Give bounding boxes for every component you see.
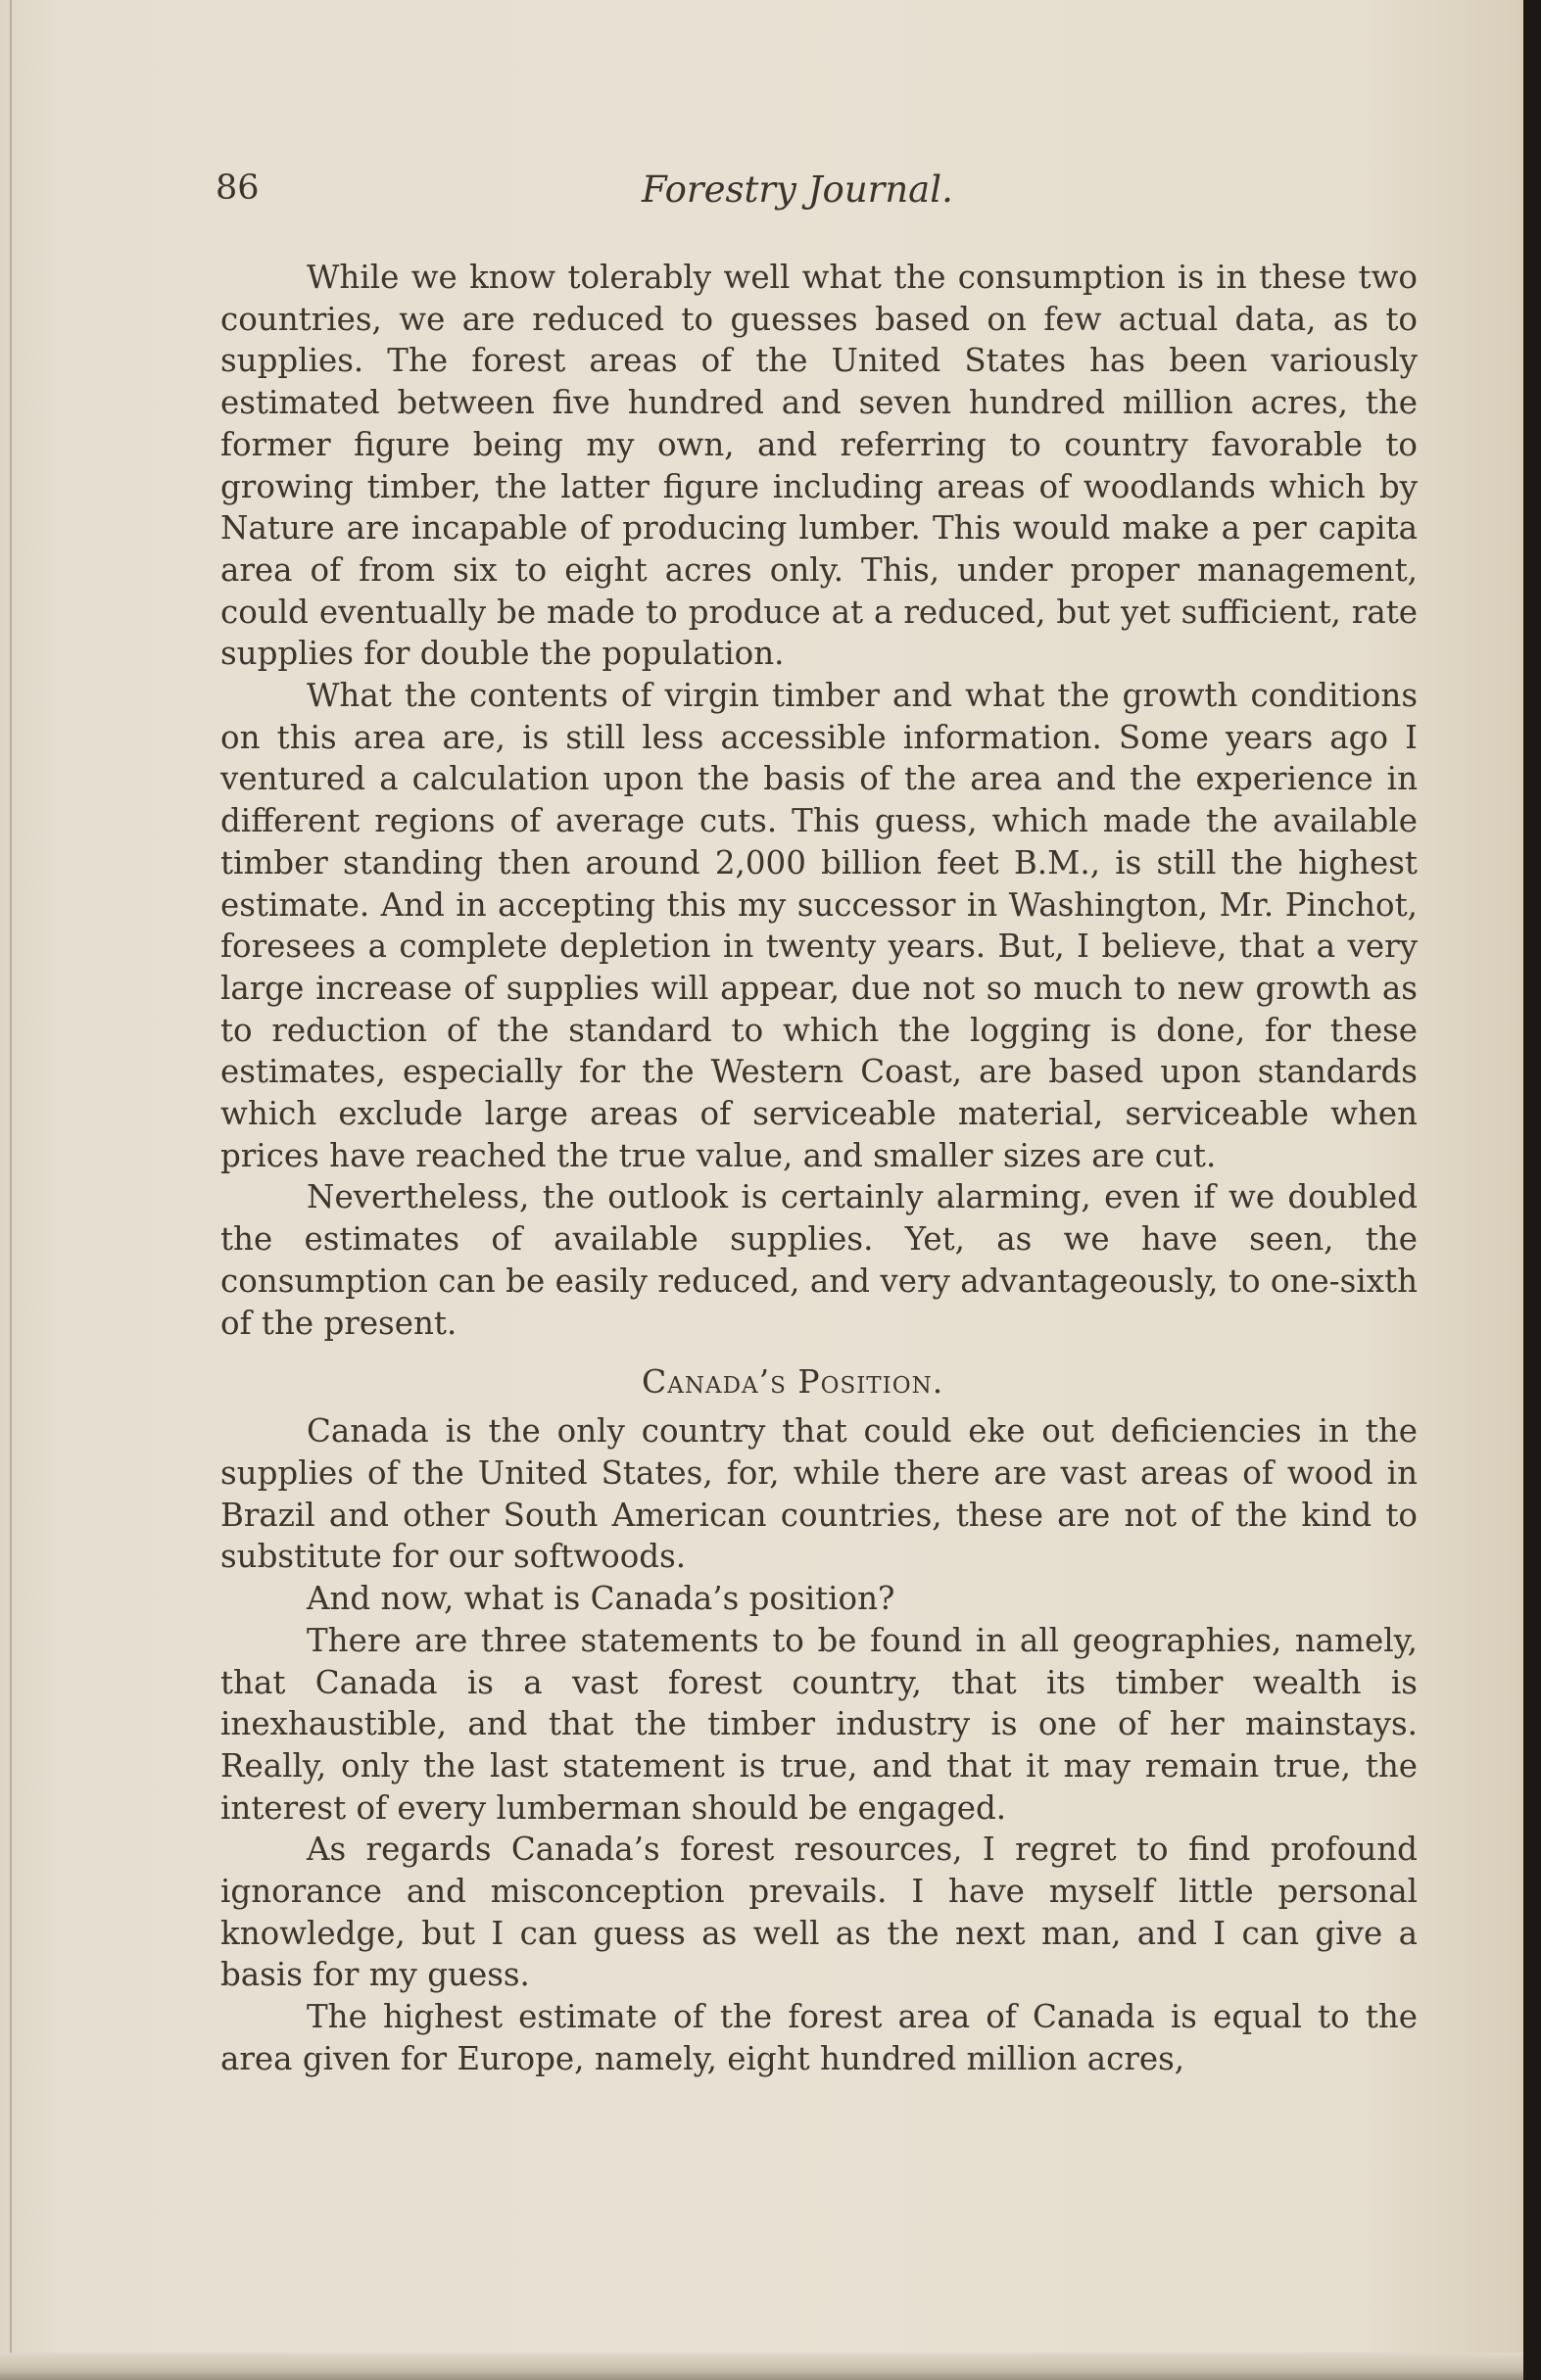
paragraph-virgin-timber: What the contents of virgin timber and what the growth conditions on this area are, is still less accessible information. Some years ago I ventured a calculation upon the basis of the area and the experience in different regions of average cuts. This guess, which made the available timber standing then around 2,000 billion feet B.M., is still the highest estimate. And in accepting this my successor in Washington, Mr. Pinchot, foresees a complete depletion in twenty years. But, I believe, that a very large increase of supplies will appear, due not so much to new growth as to reduction of the standard to which the logging is done, for these estimates, especially for the Western Coast, are based upon standards which exclude large areas of serviceable material, serviceable when prices have reached the true value, and smaller sizes are cut. bbox=[220, 677, 1418, 1174]
binding-gutter-line bbox=[10, 0, 12, 2380]
section-heading-canada-position: Canada’s Position. bbox=[642, 1362, 944, 1402]
journal-title: Forestry Journal. bbox=[642, 168, 953, 211]
paragraph-consumption-supplies: While we know tolerably well what the consumption is in these two countries, we are reduced to guesses based on few actual data, as to supplies. The forest areas of the United States has been variously estimated between five hundred and seven hundred million acres, the former figure being my own, and referring to country favorable to growing timber, the latter figure including areas of woodlands which by Nature are incapable of producing lumber. This would make a per capita area of from six to eight acres only. This, under proper management, could eventually be made to produce at a reduced, but yet sufficient, rate supplies for double the population. bbox=[220, 259, 1418, 673]
paragraph-forest-resources: As regards Canada’s forest resources, I regret to find profound ignorance and misconception prevails. I have myself little personal knowledge, but I can guess as well as the next man, and I can give a basis for my guess. bbox=[220, 1831, 1418, 1994]
paragraph-highest-estimate: The highest estimate of the forest area of Canada is equal to the area given for Europe, namely, eight hundred million acres, bbox=[220, 1998, 1418, 2077]
page-number: 86 bbox=[216, 168, 260, 208]
paragraph-outlook: Nevertheless, the outlook is certainly alarming, even if we doubled the estimates of available supplies. Yet, as we have seen, the consumption can be easily reduced, and very advantageously, to one-sixth of the present. bbox=[220, 1178, 1418, 1342]
running-header bbox=[216, 168, 1421, 227]
page-bottom-edge bbox=[0, 2353, 1523, 2380]
paragraph-canada-question: And now, what is Canada’s position? bbox=[307, 1580, 895, 1618]
paragraph-three-statements: There are three statements to be found in all geographies, namely, that Canada is a vast forest country, that its timber wealth is inexhaustible, and that the timber industry is one of her mainstays. Really, only the last statement is true, and that it may remain true, the interest of every lumberman should be engaged. bbox=[220, 1621, 1418, 1827]
body-text bbox=[220, 257, 1418, 2080]
paragraph-canada-only-country: Canada is the only country that could eke out deficiencies in the supplies of the United States, for, while there are vast areas of wood in Brazil and other South American countries, these are not of the kind to substitute for our softwoods. bbox=[220, 1412, 1418, 1576]
